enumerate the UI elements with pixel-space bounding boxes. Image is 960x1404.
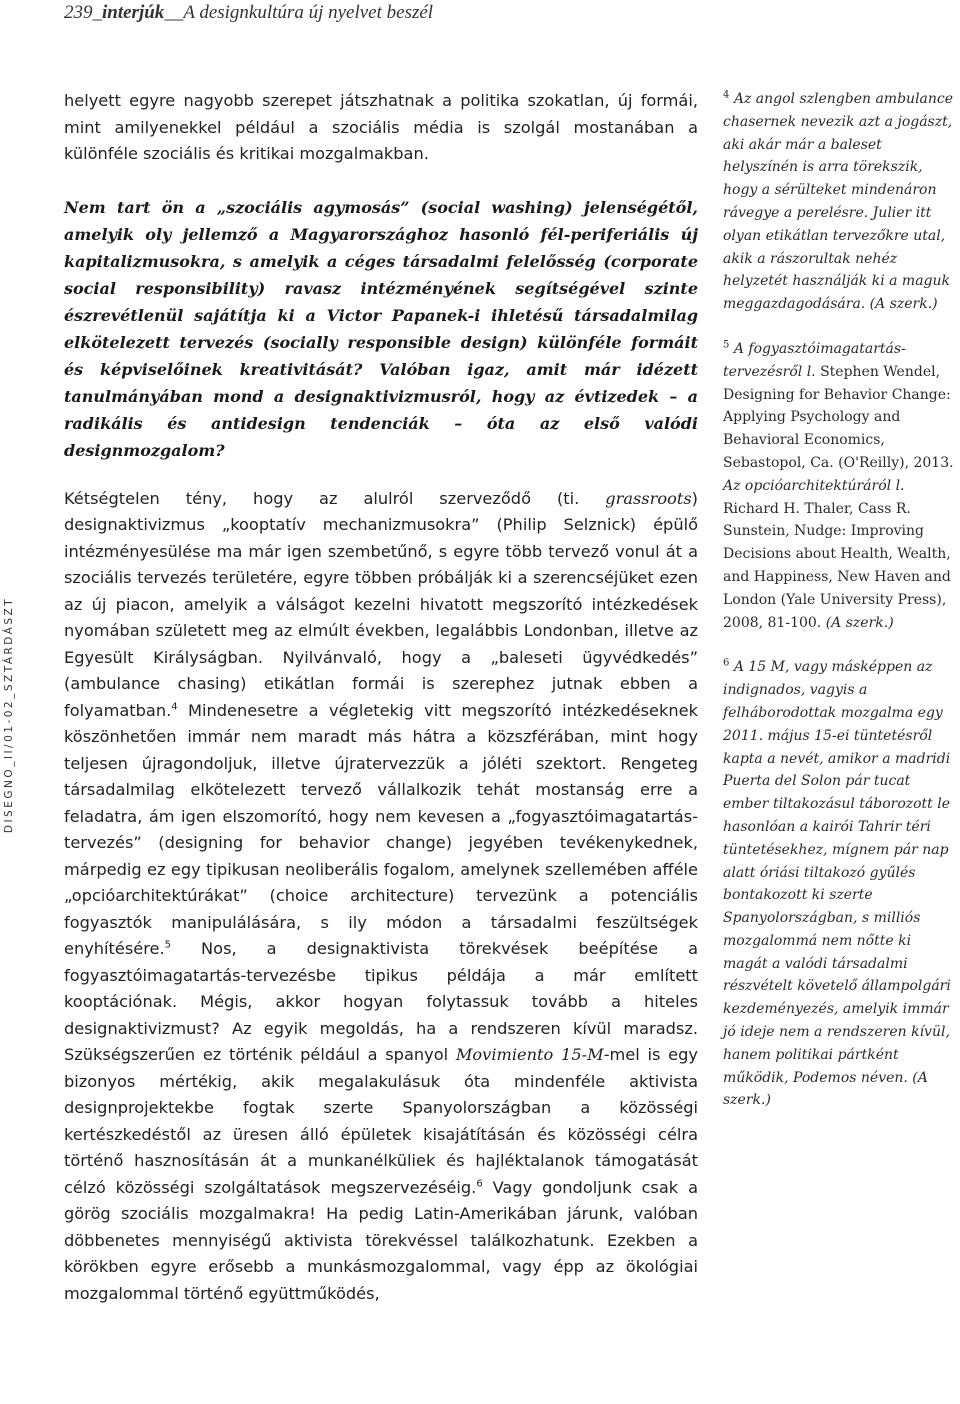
sidebar-text: DISEGNO_II/01-02_SZTÁRDÁSZT (3, 596, 15, 834)
answer-text-6: Vagy gondoljunk csak a görög szociális mozgalmakra! Ha pedig Latin-Amerikában járunk, valóban döbbenetes mennyiségű aktivista törekvéssel találkozhatunk. Ezekben a körökben egyre erősebb a munkásmozgalommal, vagy épp az ökológiai mozgalommal történő együttműködés, (64, 1177, 698, 1303)
footnote-number: 4 (723, 89, 730, 101)
answer-text-3: Mindenesetre a végletekig vitt megszorító intézkedéseknek köszönhetően immár nem maradt más hátra a közszférában, mint hogy teljesen újragondoljuk, illetve újratervezzük a jóléti szektort. Rengeteg társadalmilag elkötelezett tervező vállalkozik tehát mostanság erre a feladatra, ám igen elszomorító, hogy nem kevesen a „fogyasztóimagatartás-tervezés” (designing for behavior change) jegyében tevékenykednek, márpedig ez egy tipikusan neoliberális fogalom, amelynek szellemében afféle „opcióarchitektúrákat” (choice architecture) tervezünk a potenciális fogyasztók manipulálására, s ily módon a társadalmi feszültségek enyhítésére. (64, 700, 698, 958)
answer-text-5: -mel is egy bizonyos mértékig, akik megalakulásuk óta mindenféle aktivista designprojektekbe fogtak szerte Spanyolországban a közösségi kertészkedéstől az üresen álló épületek kisajátításán és közösségi célra történő hasznosításán át a munkanélküliek és hajléktalanok támogatását célzó közösségi szolgáltatások megszervezéséig. (64, 1045, 698, 1197)
footnote-number: 6 (723, 657, 730, 669)
vertical-sidebar (0, 590, 18, 840)
footnote-text: Az angol szlengben ambulance chasernek nevezik azt a jogászt, aki akár már a baleset helyszínén is arra törekszik, hogy a sérülteket mindenáron rávegye a perelésre. Julier itt olyan etikátlan tervezőkre utal, akik a rászorultak nehéz helyzetét használják ki a maguk meggazdagodására. (A szerk.) (723, 91, 954, 313)
footnote-text: A 15 M, vagy másképpen az indignados, vagyis a felháborodottak mozgalma egy 2011. május 15-ei tüntetésről kapta a nevét, amikor a madridi Puerta del Solon pár tucat ember tiltakozásul táborozott le hasonlóan a kairói Tahrir téri tüntetésekhez, mígnem pár nap alatt óriási tiltakozó gyűlés bontakozott ki szerte Spanyolországban, s milliós mozgalommá nem nőtte ki magát a valódi társadalmi részvételt követelő állampolgári kezdeményezés, amelyik immár jó ideje nem a rendszeren kívül, hanem politikai pártként működik, Podemos néven. (A szerk.) (723, 659, 951, 1109)
footnote-citation-2: Richard H. Thaler, Cass R. Sunstein, Nudge: Improving Decisions about Health, Wealth, and Happiness, New Haven and London (Yale University Press), 2008, 81-100. (723, 500, 951, 631)
answer-italic-movimiento: Movimiento 15-M (455, 1045, 604, 1064)
answer-text-2: ) designaktivizmus „kooptatív mechanizmusokra” (Philip Selznick) épülő intézményesülése ma már igen szembetűnő, s egyre több tervező vonul át a szociális tervezés területére, egyre többen próbálják ki a szerencséjüket ezen az új piacon, amelyik a válságot kezelni hivatott megszorító intézkedések nyomában született meg az elmúlt években, legalábbis Londonban, illetve az Egyesült Királyságban. Nyilvánvaló, hogy a „baleseti ügyvédkedés” (ambulance chasing) etikátlan formái is szerephez jutnak ebben a folyamatban. (64, 488, 698, 720)
answer-italic-grassroots: grassroots (605, 488, 692, 508)
footnote-number: 5 (723, 339, 730, 351)
footnote-end: (A szerk.) (821, 614, 894, 631)
answer-text-1: Kétségtelen tény, hogy az alulról szerveződő (ti. (64, 488, 606, 508)
footnote-lead: A fogyasztóimagatartás-tervezésről l. (723, 340, 906, 380)
footnote-ref-4[interactable]: 4 (171, 701, 178, 713)
footnote-tail: Az opcióarchitektúráról l. (723, 477, 905, 494)
intro-paragraph: helyett egyre nagyobb szerepet játszhatnak a politika szokatlan, új formái, mint amilyenekkel például a szociális média is szolgál mostanában a különféle szociális és kritikai mozgalmakban. (64, 91, 698, 163)
footnote-5 (723, 338, 955, 634)
article-title: A designkultúra új nyelvet beszél (183, 2, 434, 23)
main-column (64, 88, 698, 1307)
answer-paragraph (64, 486, 698, 1308)
section-label: interjúk (102, 2, 165, 23)
page-number: 239 (64, 2, 93, 23)
interview-question: Nem tart ön a „szociális agymosás” (social washing) jelenségétől, amelyik oly jellemző a Magyarországhoz hasonló fél-periferiális új kapitalizmusokra, s amelyik a céges társadalmi felelősség (corporate social responsibility) ravasz intézményének segítségével szinte észrevétlenül sajátítja ki a Victor Papanek-i ihletésű társadalmilag elkötelezett tervezés (socially responsible design) különféle formáit és képviselőinek kreativitását? Valóban igaz, amit már idézett tanulmányában mond a designaktivizmusról, hogy az évtizedek – a radikális és antidesign tendenciák – óta az első valódi designmozgalom? (64, 197, 698, 460)
footnote-ref-6[interactable]: 6 (476, 1178, 483, 1190)
footnotes-column (723, 88, 955, 1134)
footnote-ref-5[interactable]: 5 (164, 939, 172, 951)
footnote-6 (723, 656, 955, 1112)
answer-text-4: Nos, a designaktivista törekvések beépítése a fogyasztóimagatartás-tervezésbe tipikus példája a már említett kooptációnak. Mégis, akkor hogyan folytassuk tovább a hiteles designaktivizmust? Az egyik megoldás, ha a rendszeren kívül maradsz. Szükségszerűen ez történik például a spanyol (64, 939, 698, 1064)
footnote-citation-1: Stephen Wendel, Designing for Behavior Change: Applying Psychology and Behavioral Economics, Sebastopol, Ca. (O'Reilly), 2013. (723, 363, 954, 471)
footnote-4 (723, 88, 955, 316)
running-header: 239_interjúk__A designkultúra új nyelvet beszél (64, 2, 434, 23)
